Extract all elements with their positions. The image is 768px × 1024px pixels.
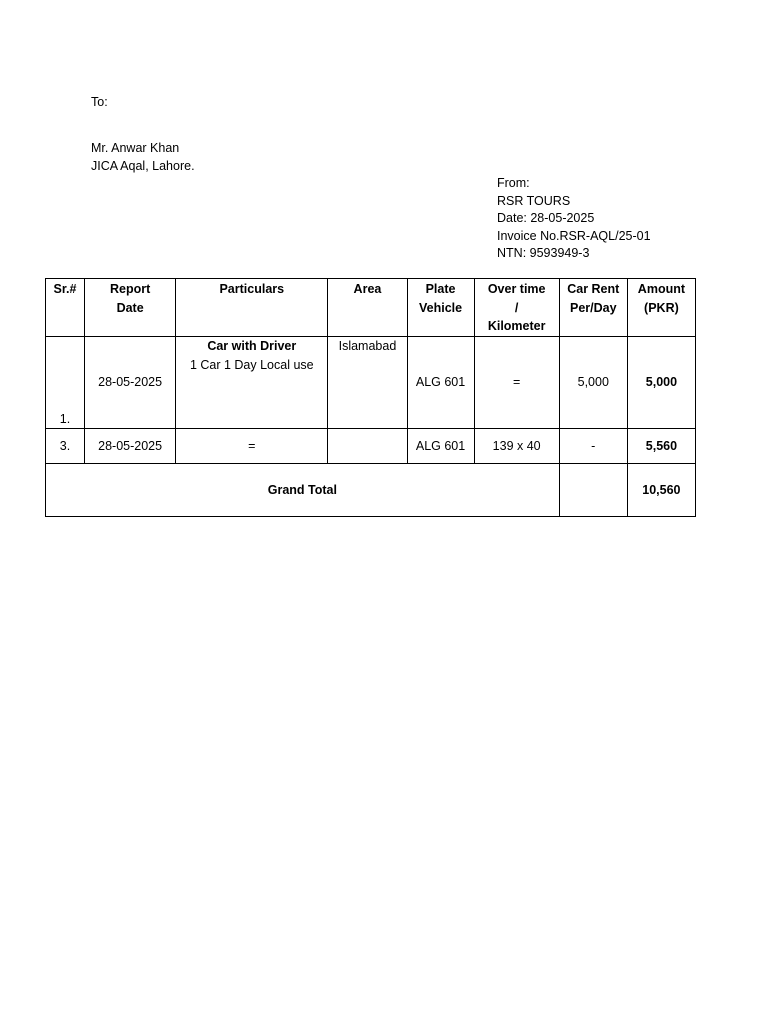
to-block xyxy=(91,93,108,111)
header-overtime-line2: / xyxy=(514,300,519,315)
header-plate-vehicle xyxy=(407,279,474,337)
header-amount-line2: (PKR) xyxy=(644,300,679,315)
row-particulars xyxy=(176,337,328,429)
header-report-date xyxy=(85,279,176,337)
header-overtime-line1: Over time xyxy=(487,282,546,296)
recipient-block xyxy=(91,139,195,175)
header-car-rent xyxy=(559,279,627,337)
ntn-number: NTN: 9593949-3 xyxy=(497,246,590,261)
header-particulars-label: Particulars xyxy=(219,282,285,296)
row-overtime: = xyxy=(474,337,559,429)
to-label: To: xyxy=(91,95,108,109)
header-particulars xyxy=(176,279,328,337)
table-row xyxy=(46,429,696,464)
row-date: 28-05-2025 xyxy=(85,337,176,429)
header-sr-label: Sr.# xyxy=(53,282,77,296)
header-rent-line1: Car Rent xyxy=(567,282,620,296)
header-rent-line2: Per/Day xyxy=(569,300,617,315)
row-amount: 5,000 xyxy=(627,337,695,429)
recipient-name: Mr. Anwar Khan xyxy=(91,141,180,155)
particulars-title: Car with Driver xyxy=(207,339,297,353)
row-area xyxy=(328,429,407,464)
row-sr: 1. xyxy=(46,337,85,429)
row-particulars: = xyxy=(176,429,328,464)
row-rent: 5,000 xyxy=(559,337,627,429)
row-sr: 3. xyxy=(46,429,85,464)
header-area-label: Area xyxy=(353,282,382,296)
header-sr xyxy=(46,279,85,337)
row-area: Islamabad xyxy=(328,337,407,429)
header-report-date-line1: Report xyxy=(109,282,151,296)
invoice-table xyxy=(45,278,696,517)
row-plate: ALG 601 xyxy=(407,429,474,464)
particulars-detail: 1 Car 1 Day Local use xyxy=(189,357,314,372)
invoice-date: Date: 28-05-2025 xyxy=(497,211,595,226)
sender-company: RSR TOURS xyxy=(497,193,571,208)
header-area xyxy=(328,279,407,337)
from-label: From: xyxy=(497,176,530,190)
grand-total-label: Grand Total xyxy=(46,464,560,517)
recipient-address: JICA Aqal, Lahore. xyxy=(91,159,195,173)
invoice-number: Invoice No.RSR-AQL/25-01 xyxy=(497,228,651,243)
table-row xyxy=(46,337,696,429)
header-overtime xyxy=(474,279,559,337)
header-amount xyxy=(627,279,695,337)
row-overtime: 139 x 40 xyxy=(474,429,559,464)
grand-total-row xyxy=(46,464,696,517)
table-header-row xyxy=(46,279,696,337)
grand-total-empty-cell xyxy=(559,464,627,517)
header-plate-line1: Plate xyxy=(425,282,456,296)
row-plate: ALG 601 xyxy=(407,337,474,429)
sender-block xyxy=(497,175,651,263)
grand-total-value: 10,560 xyxy=(627,464,695,517)
header-report-date-line2: Date xyxy=(116,300,144,315)
row-rent: - xyxy=(559,429,627,464)
row-date: 28-05-2025 xyxy=(85,429,176,464)
header-amount-line1: Amount xyxy=(637,282,686,296)
header-overtime-line3: Kilometer xyxy=(487,319,546,333)
header-plate-line2: Vehicle xyxy=(419,300,463,315)
row-amount: 5,560 xyxy=(627,429,695,464)
